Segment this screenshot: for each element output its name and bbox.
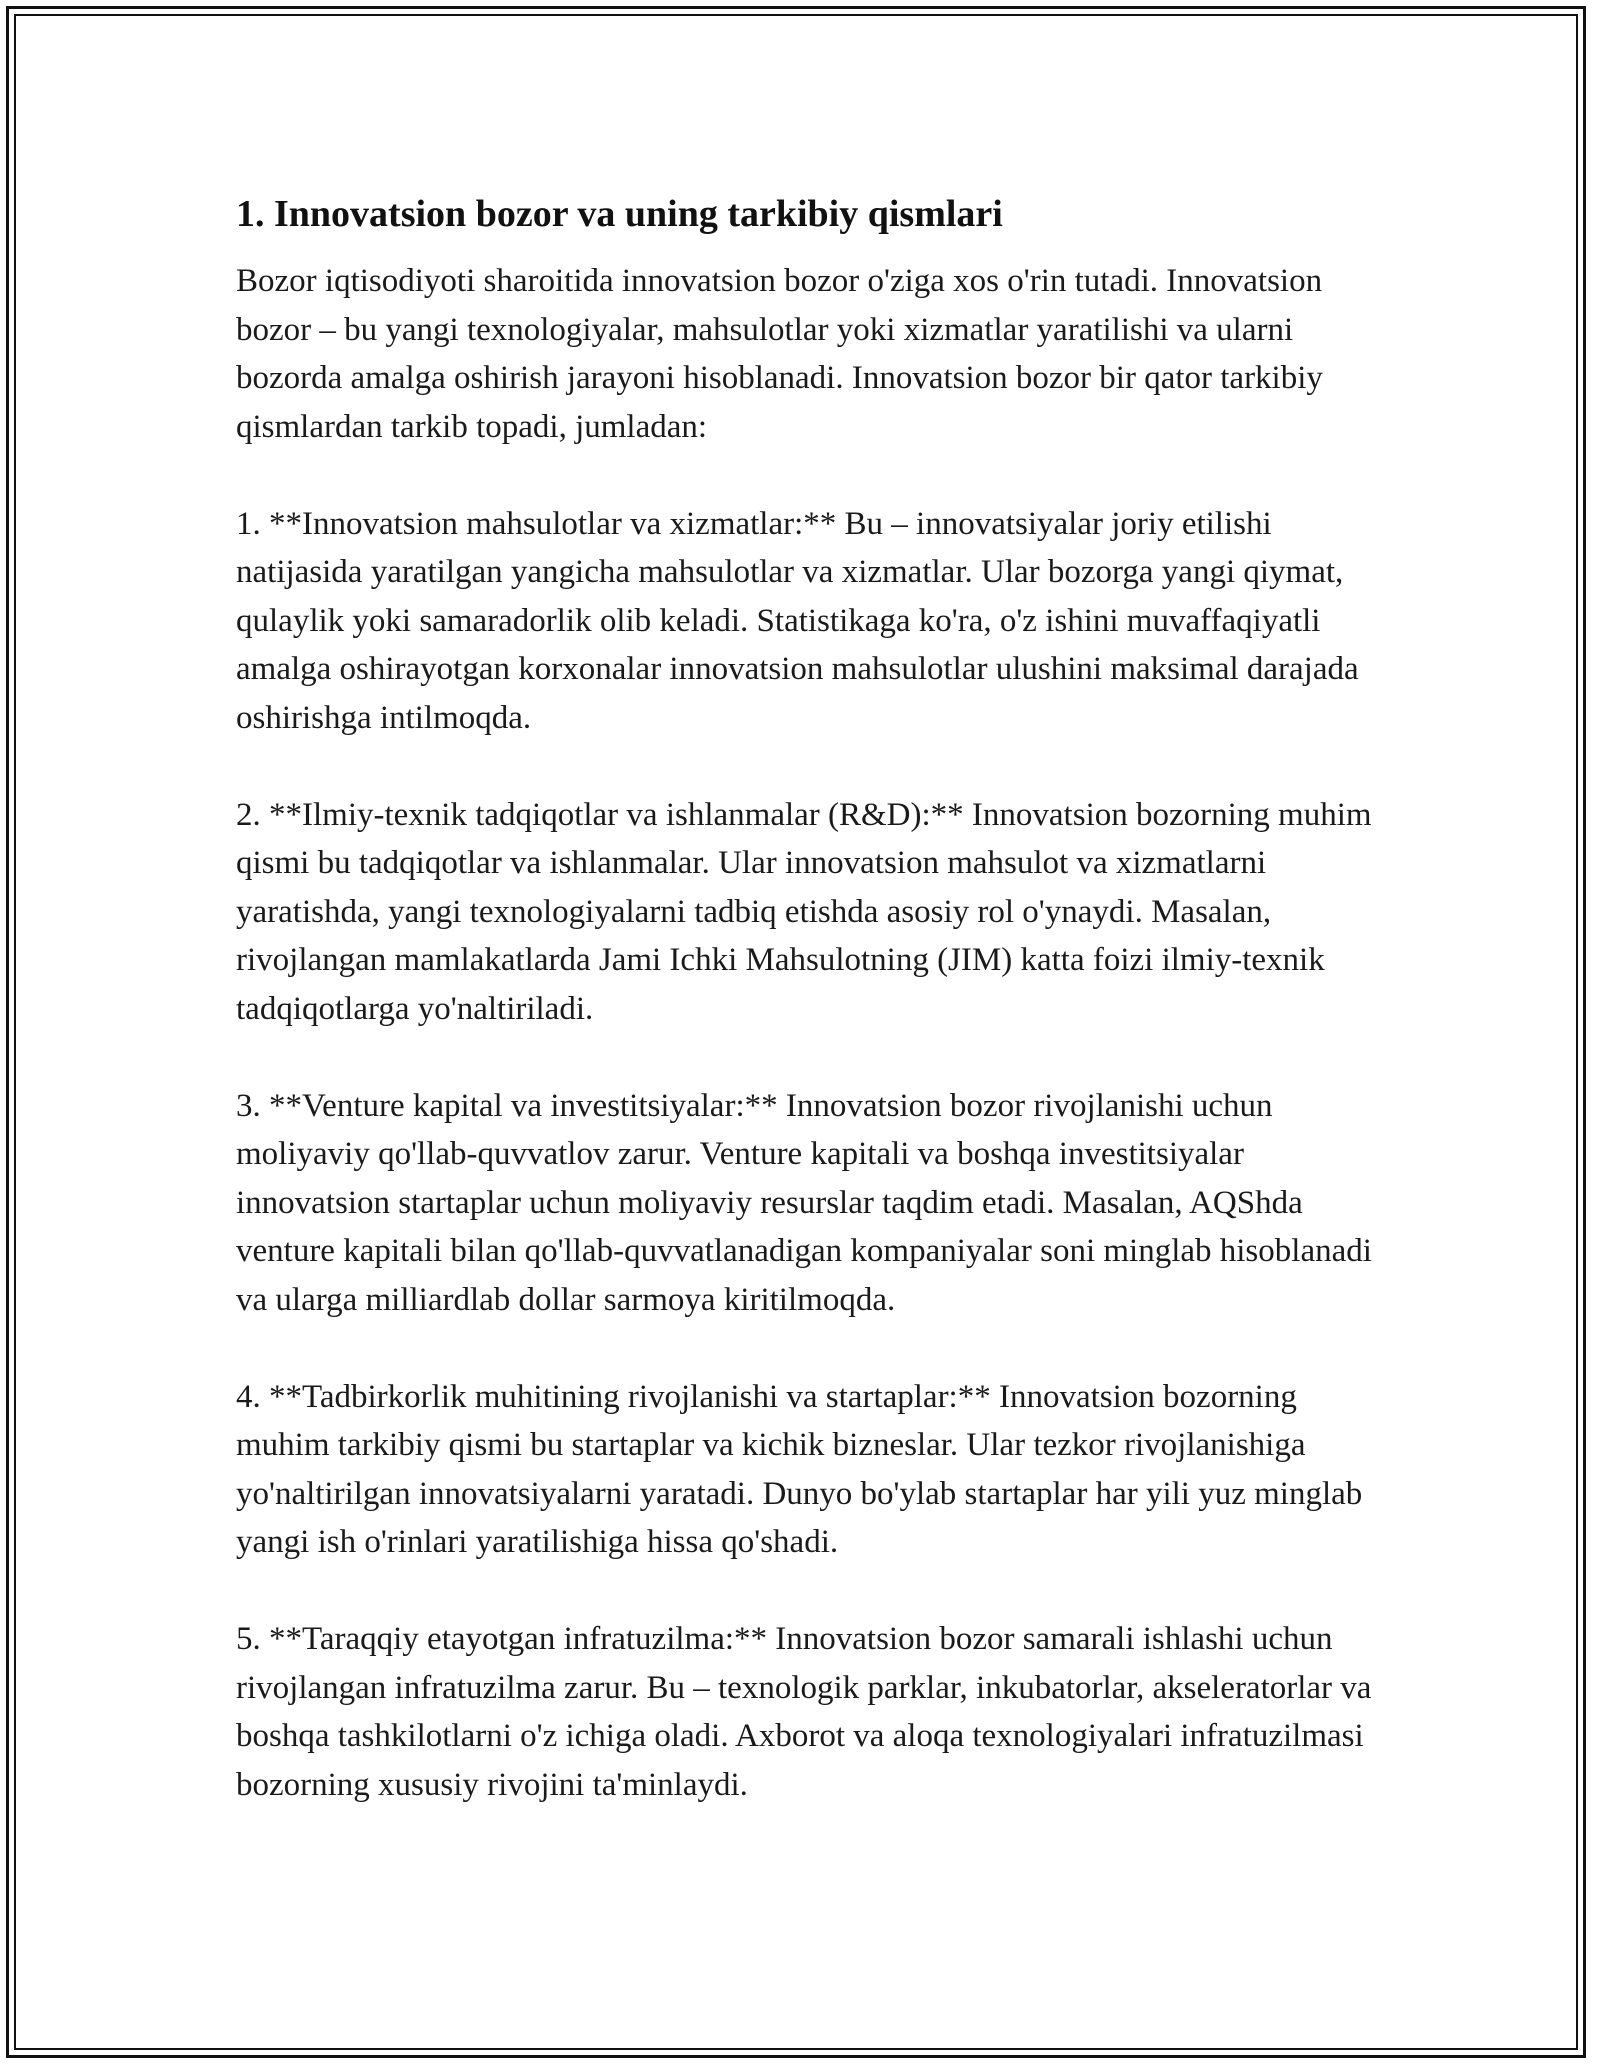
- list-item-paragraph-3: 3. **Venture kapital va investitsiyalar:** Innovatsion bozor rivojlanishi uchun moliyaviy qo'llab-quvvatlov zarur. Venture kapitali va boshqa investitsiyalar innovatsion startaplar uchun moliyaviy resurslar taqdim etadi. Masalan, AQShda venture kapitali bilan qo'llab-quvvatlanadigan kompaniyalar soni minglab hisoblanadi va ularga milliardlab dollar sarmoya kiritilmoqda.: [236, 1087, 1372, 1318]
- list-item-paragraph-4: 4. **Tadbirkorlik muhitining rivojlanishi va startaplar:** Innovatsion bozorning muhim tarkibiy qismi bu startaplar va kichik bizneslar. Ular tezkor rivojlanishiga yo'naltirilgan innovatsiyalarni yaratadi. Dunyo bo'ylab startaplar har yili yuz minglab yangi ish o'rinlari yaratilishiga hissa qo'shadi.: [236, 1378, 1363, 1560]
- list-item-paragraph-1: 1. **Innovatsion mahsulotlar va xizmatlar:** Bu – innovatsiyalar joriy etilishi natijasida yaratilgan yangicha mahsulotlar va xizmatlar. Ular bozorga yangi qiymat, qulaylik yoki samaradorlik olib keladi. Statistikaga ko'ra, o'z ishini muvaffaqiyatli amalga oshirayotgan korxonalar innovatsion mahsulotlar ulushini maksimal darajada oshirishga intilmoqda.: [236, 505, 1359, 736]
- list-item-paragraph-5: 5. **Taraqqiy etayotgan infratuzilma:** Innovatsion bozor samarali ishlashi uchun rivojlangan infratuzilma zarur. Bu – texnologik parklar, inkubatorlar, akseleratorlar va boshqa tashkilotlarni o'z ichiga oladi. Axborot va aloqa texnologiyalari infratuzilmasi bozorning xususiy rivojini ta'minlaydi.: [236, 1621, 1372, 1803]
- document-title: 1. Innovatsion bozor va uning tarkibiy qismlari: [236, 193, 1003, 235]
- list-item-paragraph-2: 2. **Ilmiy-texnik tadqiqotlar va ishlanmalar (R&D):** Innovatsion bozorning muhim qismi bu tadqiqotlar va ishlanmalar. Ular innovatsion mahsulot va xizmatlarni yaratishda, yangi texnologiyalarni tadbiq etishda asosiy rol o'ynaydi. Masalan, rivojlangan mamlakatlarda Jami Ichki Mahsulotning (JIM) katta foizi ilmiy-texnik tadqiqotlarga yo'naltiriladi.: [236, 796, 1372, 1027]
- document-body: [236, 188, 1376, 1809]
- intro-paragraph: Bozor iqtisodiyoti sharoitida innovatsion bozor o'ziga xos o'rin tutadi. Innovatsion bozor – bu yangi texnologiyalar, mahsulotlar yoki xizmatlar yaratilishi va ularni bozorda amalga oshirish jarayoni hisoblanadi. Innovatsion bozor bir qator tarkibiy qismlardan tarkib topadi, jumladan:: [236, 263, 1323, 445]
